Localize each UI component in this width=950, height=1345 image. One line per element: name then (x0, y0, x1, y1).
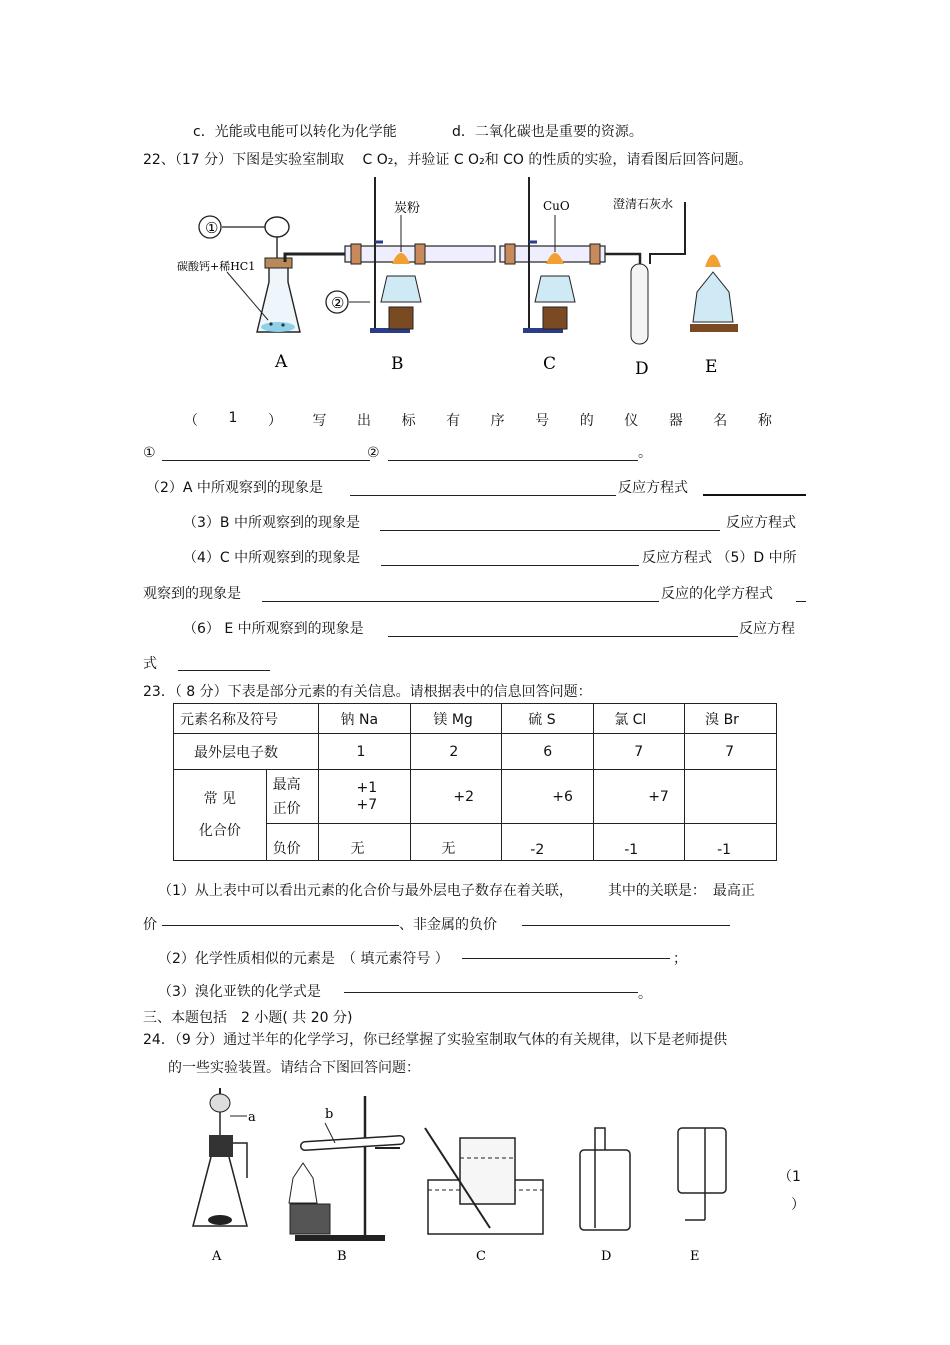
q22-part5-eq-label: 反应的化学方程式 (661, 586, 773, 602)
q22-part5-prompt: 观察到的现象是 (143, 586, 241, 602)
q23-part2-answer[interactable] (462, 958, 670, 959)
fig-label-b: B (391, 354, 404, 374)
q22-part2-eq-label: 反应方程式 (618, 480, 688, 496)
neg-valence-label: 负价 (266, 824, 318, 861)
fig24-label-e: E (690, 1249, 700, 1264)
marker-2: ② (331, 294, 345, 312)
marker-1: ① (205, 219, 219, 237)
q23-part3-prompt: （3）溴化亚铁的化学式是 (158, 984, 321, 1000)
fig24-label-d: D (601, 1249, 612, 1264)
fig24-label-c: C (476, 1249, 486, 1264)
table-cell: +6 (502, 770, 594, 824)
group-label-line-2: 化合价 (198, 823, 241, 839)
header-cell: 钠 Na (318, 704, 411, 734)
max-value: +1 (356, 779, 378, 796)
reagent-b-label: 炭粉 (394, 201, 421, 216)
table-cell (318, 770, 411, 824)
table-cell: 无 (318, 824, 411, 861)
q22-part6-eq-answer[interactable] (178, 670, 270, 671)
q23-part3-answer[interactable] (344, 992, 638, 993)
q22-part3-prompt: （3）B 中所观察到的现象是 (183, 515, 360, 531)
fig-label-d: D (635, 359, 649, 379)
table-cell: 6 (502, 734, 594, 770)
q23-part3-end: 。 (638, 986, 652, 1002)
q22-part2-prompt: （2）A 中所观察到的现象是 (146, 480, 323, 496)
q22-part2-answer[interactable] (350, 495, 616, 496)
q23-part1-mid: 、非金属的负价 (399, 917, 497, 933)
group-label-line-1: 常 见 (203, 791, 237, 807)
label-a: a (248, 1110, 256, 1125)
q23-part2-prompt: （2）化学性质相似的元素是 （ 填元素符号 ） (158, 951, 449, 967)
header-cell: 硫 S (502, 704, 594, 734)
table-cell: 7 (594, 734, 685, 770)
q22-apparatus-figure (165, 172, 765, 391)
blank-2-end: 。 (638, 445, 652, 461)
q23-stem: 23．（ 8 分）下表是部分元素的有关信息。请根据表中的信息回答问题： (143, 684, 592, 700)
table-cell: 2 (411, 734, 502, 770)
table-cell: 无 (411, 824, 502, 861)
table-header-row (174, 704, 777, 734)
q23-part1-answer-a[interactable] (162, 925, 399, 926)
max-valence-label (266, 770, 318, 824)
q23-part1-prompt: （1）从上表中可以看出元素的化合价与最外层电子数存在着关联， 其中的关联是： 最高正 (158, 883, 755, 899)
table-cell: +2 (411, 770, 502, 824)
q24-part1-close: ） (791, 1197, 805, 1213)
table-cell: 1 (318, 734, 411, 770)
table-cell: +7 (594, 770, 685, 824)
q23-part1-answer-b[interactable] (522, 925, 730, 926)
blank-1-line[interactable] (162, 460, 370, 461)
fig-label-e: E (705, 357, 718, 377)
blank-2-line[interactable] (388, 460, 638, 461)
table-cell: 7 (685, 734, 777, 770)
q22-part6-eq-cont: 式 (143, 656, 157, 672)
table-cell: -1 (594, 824, 685, 861)
header-cell: 元素名称及符号 (174, 704, 319, 734)
header-cell: 镁 Mg (411, 704, 502, 734)
q24-apparatus-figure (185, 1088, 745, 1272)
q22-part6-answer[interactable] (388, 636, 738, 637)
max-value-extra: +7 (356, 796, 378, 813)
q22-part3-eq-label: 反应方程式 (726, 515, 796, 531)
section-3-title: 三、本题包括 2 小题( 共 20 分) (143, 1010, 353, 1026)
element-info-table (173, 703, 777, 861)
q24-part1-marker: （1 (778, 1169, 801, 1185)
reagent-a-label: 碳酸钙+稀HC1 (177, 260, 256, 273)
fig24-label-b: B (337, 1249, 347, 1264)
q22-part2-eq-answer[interactable] (703, 494, 806, 496)
q22-part1-prompt: （ 1 ） 写 出 标 有 序 号 的 仪 器 名 称 (184, 410, 772, 429)
valence-group-label (174, 770, 267, 861)
row-label: 最外层电子数 (174, 734, 319, 770)
q22-part4-prompt: （4）C 中所观察到的现象是 (183, 550, 361, 566)
q22-part5-eq-answer[interactable] (796, 601, 806, 602)
table-cell: -2 (502, 824, 594, 861)
q22-part6-prompt: （6） E 中所观察到的现象是 (183, 621, 364, 637)
table-row (174, 770, 777, 824)
q23-part2-end: ； (673, 951, 687, 967)
q22-part4-answer[interactable] (381, 565, 639, 566)
blank-1-marker: ① (143, 445, 156, 461)
header-cell: 溴 Br (685, 704, 777, 734)
fig24-label-a: A (212, 1249, 222, 1264)
q22-part4-eq-label: 反应方程式 （5）D 中所 (642, 550, 797, 566)
q23-part1-cont: 价 (143, 917, 157, 933)
max-label-line-2: 正价 (272, 800, 301, 817)
label-b: b (325, 1107, 334, 1122)
max-label-line-1: 最高 (272, 776, 301, 793)
q22-part3-answer[interactable] (380, 530, 720, 531)
q22-stem: 22、（17 分）下图是实验室制取 C O₂，并验证 C O₂和 CO 的性质的实验，请看图后回答问题。 (143, 152, 753, 168)
q22-part5-answer[interactable] (262, 601, 659, 602)
table-cell (685, 770, 777, 824)
q24-stem-line-2: 的一些实验装置。请结合下图回答问题： (168, 1060, 420, 1076)
q24-stem-line-1: 24．（9 分）通过半年的化学学习，你已经掌握了实验室制取气体的有关规律，以下是老师提供 (143, 1032, 728, 1048)
fig-label-c: C (543, 354, 557, 374)
q22-part6-eq-label: 反应方程 (739, 621, 795, 637)
table-row (174, 734, 777, 770)
header-cell: 氯 Cl (594, 704, 685, 734)
fig-label-a: A (275, 352, 288, 372)
reagent-c-label: CuO (543, 199, 570, 213)
table-cell: -1 (685, 824, 777, 861)
blank-2-marker: ② (367, 445, 380, 461)
option-d: d．二氧化碳也是重要的资源。 (452, 124, 643, 140)
option-c: c．光能或电能可以转化为化学能 (193, 124, 397, 140)
reagent-d-label: 澄清石灰水 (613, 197, 674, 211)
